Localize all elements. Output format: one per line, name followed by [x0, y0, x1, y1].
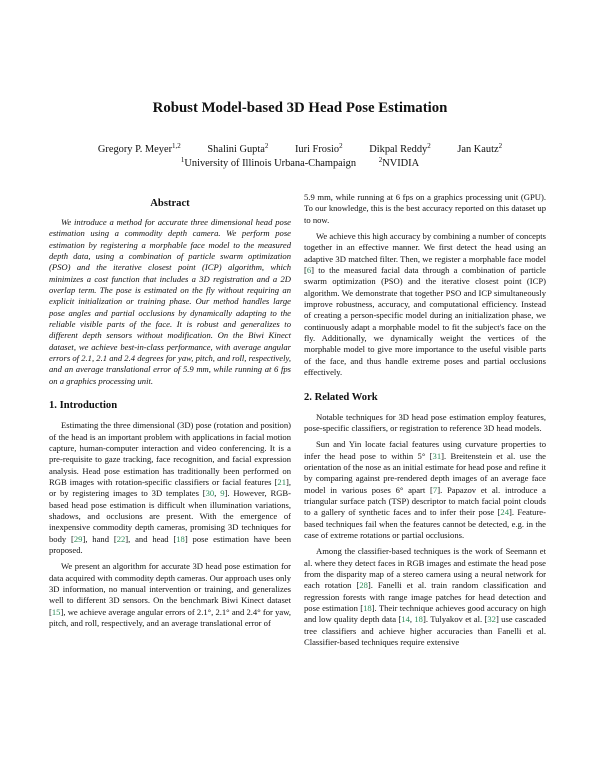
citation-link[interactable]: 30: [205, 488, 215, 499]
citation-link[interactable]: 18: [176, 533, 185, 544]
intro-paragraph: We achieve this high accuracy by combining a number of concepts together in an effective manner. We first detect the head using an adaptive 3D matched filter. Then, we register a morphable face model [6] to the measured facial data through a combination of particle swarm optimization (PSO) and the iterative closest point (ICP) algorithm. We demonstrate that together PSO and ICP simultaneously improve robustness, accuracy, and computational efficiency. Instead of creating a person-specific model during an initialization phase, we continuously adapt a morphable model to fit the subject's face on the fly. Additionally, we dynamically weight the vertices of the morphable model to give more importance to the useful visible parts of the face, and thus handle extreme poses and partial occlusions effectively.: [304, 231, 546, 378]
related-paragraph: Sun and Yin locate facial features using curvature properties to infer the head pose to within 5° [31]. Breitenstein et al. use the orientation of the nose as an initial estimate for head pose and refine it by comparing against pre-rendered depth images of an average face model in various poses 6° apart [7]. Papazov et al. introduce a triangular surface patch (TSP) descriptor to match facial point clouds to a gallery of synthetic faces and to infer their pose [24]. Feature-based techniques fail when the features cannot be detected, e.g. in the case of extreme rotations or partial occlusions.: [304, 439, 546, 540]
abstract-heading: Abstract: [150, 198, 190, 209]
citation-link[interactable]: 21: [277, 476, 286, 487]
citation-link[interactable]: 22: [116, 533, 126, 544]
citation-link[interactable]: 29: [73, 533, 83, 544]
intro-continued-paragraph: 5.9 mm, while running at 6 fps on a graphics processing unit (GPU). To our knowledge, this is the best accuracy reported on this dataset up to now.: [304, 192, 546, 225]
author: Iuri Frosio$^2$: [294, 142, 343, 155]
section-heading-related-work: 2. Related Work: [304, 391, 378, 403]
citation-link[interactable]: 6: [306, 265, 312, 276]
author-list: [0, 143, 600, 156]
affiliation-list: [0, 157, 600, 170]
citation-link[interactable]: 9: [220, 488, 225, 499]
citation-link[interactable]: 18: [414, 614, 423, 625]
citation-link[interactable]: 7: [432, 484, 438, 495]
intro-paragraph: Estimating the three dimensional (3D) pose (rotation and position) of the head is an important problem with applications in facial motion capture, human-computer interaction and video conferencing. It is a pre-requisite to gaze tracking, face recognition, and facial expression analysis. Head pose estimation has traditionally been performed on RGB images with rotation-specific classifiers or facial features [21], or by registering images to 3D templates [30, 9]. However, RGB-based head pose estimation is difficult when illumination variations, shadows, and occlusions are present. With the emergence of inexpensive commodity depth cameras, promising 3D techniques for body [29], hand [22], and head [18] pose estimation have been proposed.: [49, 420, 291, 555]
citation-link[interactable]: 31: [432, 450, 442, 461]
citation-link[interactable]: 28: [359, 580, 368, 591]
citation-link[interactable]: 15: [51, 606, 61, 617]
right-column: [304, 192, 546, 648]
citation-link[interactable]: 18: [363, 603, 372, 613]
author: Shalini Gupta$^2$: [207, 142, 269, 155]
section-heading-introduction: 1. Introduction: [49, 400, 118, 412]
author: Dikpal Reddy$^2$: [369, 142, 431, 155]
left-column: [49, 197, 291, 629]
citation-link[interactable]: 32: [487, 614, 496, 625]
abstract-text: We introduce a method for accurate three dimensional head pose estimation using a commodity depth camera. We perform pose estimation by registering a morphable face model to the measured depth data, using a combination of particle swarm optimization (PSO) and the iterative closest point (ICP) algorithm, which minimizes a cost function that includes a 3D registration and a 2D overlap term. The pose is estimated on the fly without requiring an explicit initialization or training phase. Our method handles large pose angles and partial occlusions by dynamically adapting to the reliable visible parts of the face. It is robust and generalizes to different depth sensors without modification. On the Biwi Kinect dataset, we achieve best-in-class performance, with average angular errors of 2.1, 2.1 and 2.4 degrees for yaw, pitch, and roll, respectively, and an average translational error of 5.9 mm, while running at 6 fps on a graphics processing unit.: [49, 217, 291, 386]
citation-link[interactable]: 14: [401, 614, 410, 625]
author: Jan Kautz$^2$: [457, 142, 503, 155]
intro-paragraph: We present an algorithm for accurate 3D head pose estimation for data acquired with commodity depth cameras. Our approach uses only 3D information, no manual intervention or training, and generalizes well to different 3D sensors. On the benchmark Biwi Kinect dataset [15], we achieve average angular errors of 2.1°, 2.1° and 2.4° for yaw, pitch, and roll, respectively, and an average translational error of: [49, 561, 291, 628]
citation-link[interactable]: 24: [500, 507, 510, 518]
paper-title: Robust Model-based 3D Head Pose Estimation: [152, 100, 448, 116]
affiliation: $^2$NVIDIA: [378, 156, 420, 169]
related-paragraph: Notable techniques for 3D head pose estimation employ features, pose-specific classifiers, or registration to reference 3D head models.: [304, 411, 546, 433]
author: Gregory P. Meyer$^{1,2}$: [97, 142, 181, 155]
related-paragraph: Among the classifier-based techniques is the work of Seemann et al. where they detect faces in RGB images and estimate the head pose from the disparity map of a stereo camera using a neural network for each rotation [28]. Fanelli et al. train random classification and regression forests with range image patches for head detection and pose estimation [18]. Their technique achieves good accuracy on high and low quality depth data [14, 18]. Tulyakov et al. [32] use cascaded tree classifiers and achieve higher accuracies than Fanelli et al. Classifier-based techniques require extensive: [304, 546, 546, 648]
affiliation: $^1$University of Illinois Urbana-Champaign: [180, 156, 357, 169]
